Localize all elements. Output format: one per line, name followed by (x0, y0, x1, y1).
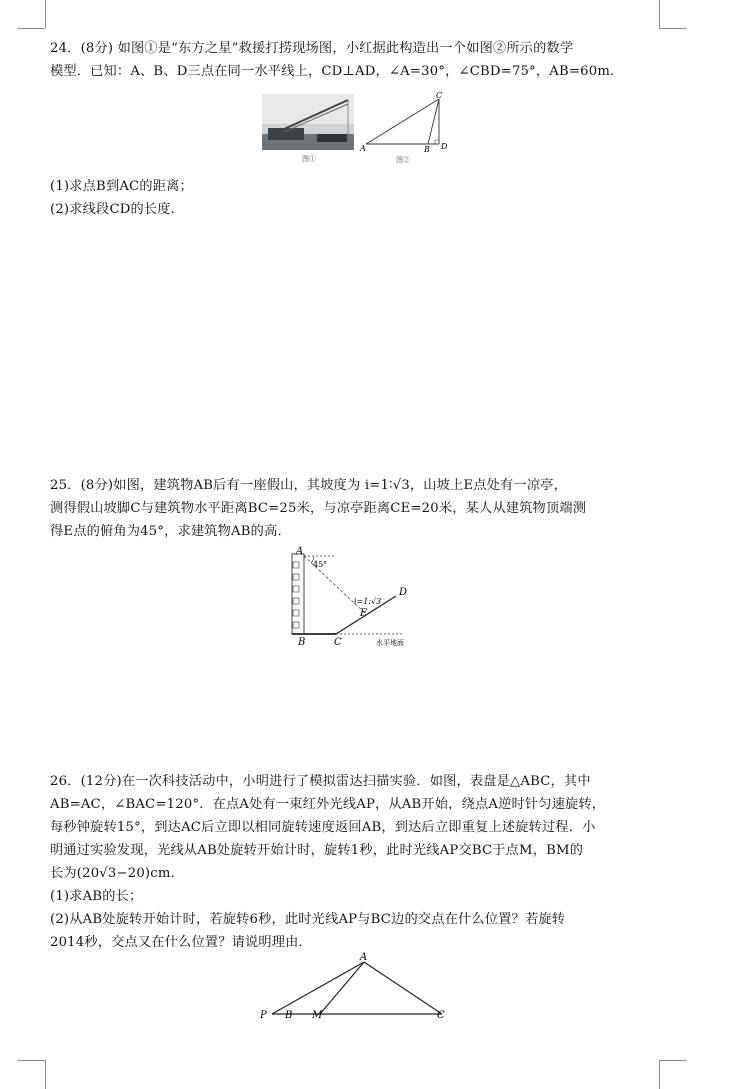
label-c: C (334, 637, 342, 648)
question-24-parts (50, 175, 670, 221)
question-24-line-1: 24．(8分) 如图①是“东方之星”救援打捞现场图，小红据此构造出一个如图②所示的数学 (50, 41, 574, 56)
label-a: A (360, 144, 366, 153)
building-hill-diagram (284, 546, 424, 650)
label-e: E (360, 608, 368, 619)
label-d: D (399, 587, 408, 598)
corner-mark-top-left (17, 28, 45, 29)
ground-label: 水平地面 (376, 639, 404, 647)
corner-mark-bottom-left (45, 1060, 46, 1089)
line-ac (364, 962, 442, 1014)
corner-mark-top-left (45, 0, 46, 28)
corner-mark-bottom-right (659, 1060, 660, 1089)
label-d: D (441, 142, 448, 151)
radar-triangle-diagram (256, 950, 456, 1026)
label-c: C (436, 92, 443, 100)
label-a: A (296, 546, 304, 557)
question-24-part-2: (2)求线段CD的长度. (50, 202, 176, 217)
label-b: B (298, 637, 306, 648)
corner-mark-top-right (659, 28, 687, 29)
question-24-part-1: (1)求点B到AC的距离； (50, 179, 193, 194)
label-c: C (437, 1010, 445, 1021)
rescue-crane-photo (262, 94, 354, 164)
label-a: A (360, 952, 368, 963)
figure-2-caption: 图② (396, 156, 410, 164)
question-24-text (50, 37, 670, 83)
line-am (320, 962, 364, 1014)
corner-mark-top-right (659, 0, 660, 28)
question-26-line-4: 明通过实验发现，光线从AB处旋转开始计时，旋转1秒，此时光线AP交BC于点M，BM的 (50, 843, 584, 858)
question-26-part-1: (1)求AB的长； (50, 889, 143, 904)
ray-ap (272, 962, 364, 1014)
question-25-text (50, 474, 670, 543)
label-b: B (285, 1010, 293, 1021)
line-bc (428, 99, 439, 144)
angle-45-label: 45° (313, 560, 328, 569)
label-b: B (424, 145, 430, 154)
slope-label: i=1:√3 (354, 597, 382, 606)
label-p: P (260, 1010, 267, 1021)
question-26-line-3: 每秒钟旋转15°，到达AC后立即以相同旋转速度返回AB，到达后立即重复上述旋转过程．小 (50, 820, 596, 835)
question-26-part-2b: 2014秒，交点又在什么位置？请说明理由． (50, 935, 312, 950)
triangle-abcd-diagram (356, 92, 452, 166)
question-26-text (50, 770, 670, 954)
question-25-line-2: 测得假山坡脚C与建筑物水平距离BC=25米，与凉亭距离CE=20米，某人从建筑物顶端测 (50, 501, 587, 516)
corner-mark-bottom-right (659, 1060, 687, 1061)
right-angle-mark (435, 140, 439, 144)
question-24-line-2: 模型．已知：A、B、D三点在同一水平线上，CD⊥AD，∠A=30°，∠CBD=75°，AB=60m. (50, 64, 615, 79)
question-26-part-2a: (2)从AB处旋转开始计时，若旋转6秒，此时光线AP与BC边的交点在什么位置？若旋转 (50, 912, 566, 927)
question-25-line-3: 得E点的俯角为45°，求建筑物AB的高． (50, 524, 291, 539)
question-26-line-5: 长为(20√3−20)cm. (50, 866, 175, 881)
corner-mark-bottom-left (17, 1060, 45, 1061)
question-26-line-2: AB=AC，∠BAC=120°．在点A处有一束红外光线AP，从AB开始，绕点A逆时针匀速旋转， (50, 797, 606, 812)
label-m: M (312, 1010, 323, 1021)
line-ac (366, 99, 439, 144)
question-26-line-1: 26．(12分)在一次科技活动中，小明进行了模拟雷达扫描实验．如图，表盘是△ABC，其中 (50, 774, 591, 789)
question-25-line-1: 25．(8分)如图，建筑物AB后有一座假山，其坡度为 i=1∶√3，山坡上E点处有一凉亭， (50, 478, 567, 493)
figure-1-caption: 图① (302, 155, 316, 163)
